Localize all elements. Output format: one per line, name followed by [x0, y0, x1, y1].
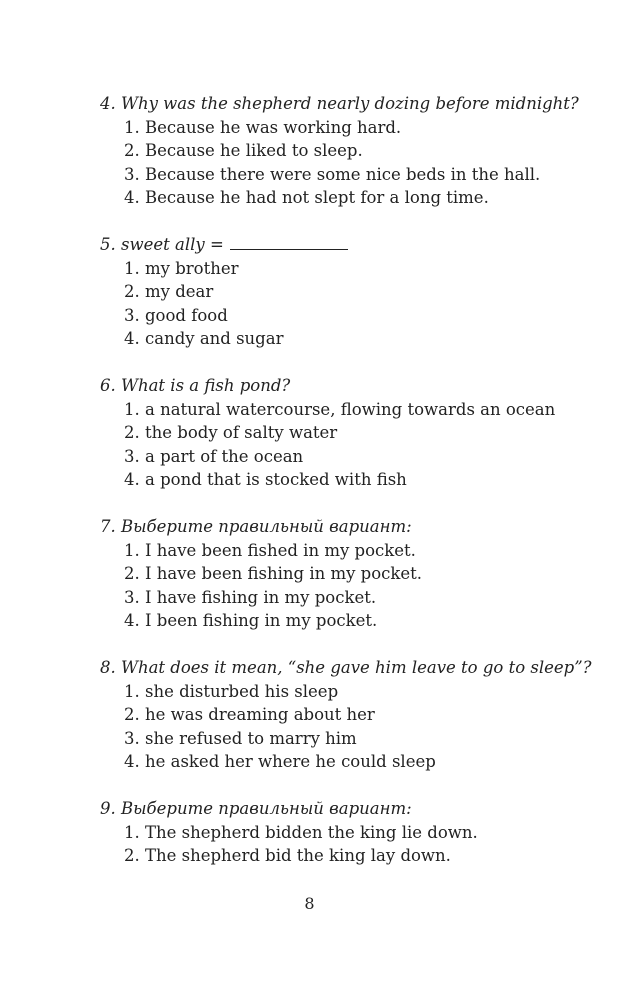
question-9 — [100, 797, 570, 868]
option: 3. Because there were some nice beds in the hall. — [124, 164, 541, 184]
option: 2. I have been fishing in my pocket. — [124, 564, 423, 583]
option: 2. the body of salty water — [124, 423, 338, 442]
option: 1. my brother — [124, 258, 239, 278]
option: 4. he asked her where he could sleep — [124, 752, 436, 771]
question-title: 5. sweet ally = — [100, 235, 224, 254]
question-8 — [100, 656, 592, 774]
question-title: 9. Выберите правильный вариант: — [100, 799, 412, 818]
question-7 — [100, 515, 570, 633]
option: 1. a natural watercourse, flowing towards an ocean — [124, 399, 556, 419]
question-title-with-blank — [100, 233, 570, 257]
option: 4. I been fishing in my pocket. — [124, 611, 378, 630]
option: 2. he was dreaming about her — [124, 705, 375, 724]
question-title: 4. Why was the shepherd nearly dozing before midnight? — [100, 94, 579, 113]
page-number: 8 — [304, 894, 315, 913]
question-title: 8. What does it mean, “she gave him leave to go to sleep”? — [100, 658, 592, 677]
question-title: 7. Выберите правильный вариант: — [100, 517, 412, 536]
option: 1. she disturbed his sleep — [124, 681, 339, 701]
option-list — [100, 539, 570, 633]
option: 2. my dear — [124, 282, 214, 301]
option: 3. a part of the ocean — [124, 446, 304, 466]
option: 4. Because he had not slept for a long time. — [124, 188, 489, 207]
option: 4. candy and sugar — [124, 329, 284, 348]
option: 2. The shepherd bid the king lay down. — [124, 846, 451, 865]
answer-blank-line — [230, 236, 348, 250]
question-4 — [100, 92, 579, 210]
question-5 — [100, 233, 570, 351]
option: 3. I have fishing in my pocket. — [124, 587, 377, 607]
option: 1. The shepherd bidden the king lie down. — [124, 822, 478, 842]
option: 4. a pond that is stocked with fish — [124, 470, 407, 489]
question-title: 6. What is a fish pond? — [100, 376, 291, 395]
option: 3. good food — [124, 305, 228, 325]
option: 3. she refused to marry him — [124, 728, 357, 748]
question-6 — [100, 374, 570, 492]
option: 2. Because he liked to sleep. — [124, 141, 363, 160]
option-list — [100, 680, 570, 774]
option-list — [100, 116, 570, 210]
option-list — [100, 257, 570, 351]
option-list — [100, 398, 570, 492]
option: 1. Because he was working hard. — [124, 117, 402, 137]
option-list — [100, 821, 570, 868]
option: 1. I have been fished in my pocket. — [124, 540, 416, 560]
